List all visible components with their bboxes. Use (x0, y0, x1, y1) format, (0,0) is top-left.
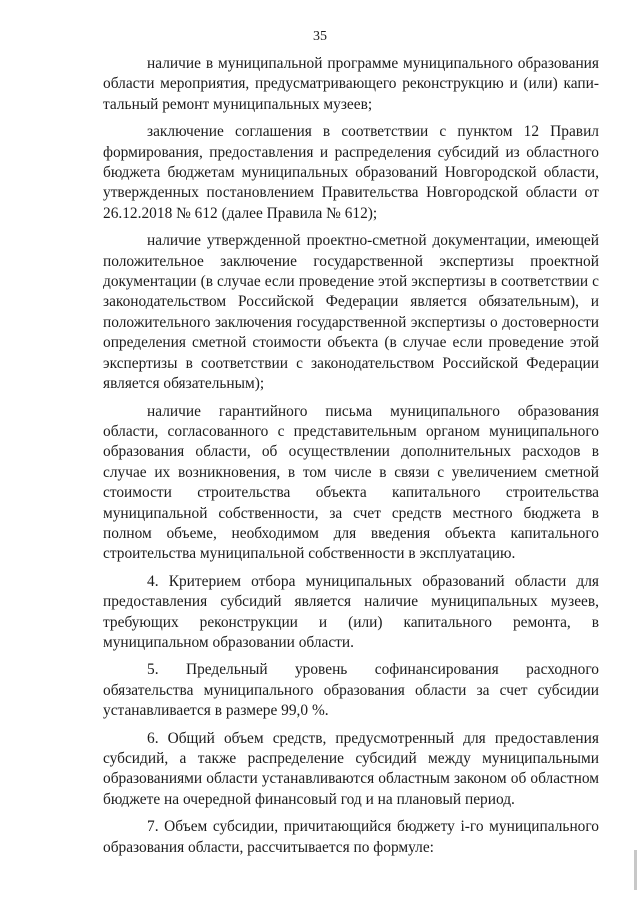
scan-edge-mark (634, 850, 637, 890)
paragraph-subsidy-formula: 7. Объем субсидии, причитающийся бюджету i-го муниципального образования области, рассчитывается по формуле: (103, 818, 599, 856)
page-number: 35 (313, 29, 327, 44)
paragraph-museum-program: наличие в муниципальной программе муниципального образования области мероприятия, предусматривающего реконструкцию и (или) капитальный ремонт муниципальных музеев; (103, 55, 599, 113)
paragraph-design-documentation: наличие утвержденной проектно-сметной документации, имеющей положительное заключение государственной экспертизы проектной документации (в случае если проведение этой экспертизы в соответствии с законодательством Российской Федерации является обязательным), и положительного заключения государственной экспертизы о достоверности определения сметной стоимости объекта (в случае если проведение этой экспертизы в соответствии с законодательством Российской Федерации является обязательным); (103, 232, 599, 393)
paragraph-cofinancing-level: 5. Предельный уровень софинансирования расходного обязательства муниципального образования области за счет субсидии устанавливается в размере 99,0 %. (103, 661, 599, 720)
paragraph-total-funding: 6. Общий объем средств, предусмотренный для предоставления субсидий, а также распределение субсидий между муниципальными образованиями области устанавливаются областным законом об областном бюджете на очередной финансовый год и на плановый период. (103, 729, 599, 808)
document-body (103, 54, 599, 865)
paragraph-guarantee-letter: наличие гарантийного письма муниципального образования области, согласованного с представительным органом муниципального образования области, об осуществлении дополнительных расходов в случае их возникновения, в том числе в связи с увеличением сметной стоимости строительства объекта капитального строительства муниципальной собственности, за счет средств местного бюджета в полном объеме, необходимом для введения объекта капитального строительства муниципальной собственности в эксплуатацию. (103, 402, 599, 563)
paragraph-agreement: заключение соглашения в соответствии с пунктом 12 Правил формирования, предоставления и распределения субсидий из областного бюджета бюджетам муниципальных образований Новгородской области, утвержденных постановлением Правительства Новгородской области от 26.12.2018 № 612 (далее Правила № 612); (103, 123, 599, 222)
paragraph-selection-criterion: 4. Критерием отбора муниципальных образований области для предоставления субсидий является наличие муниципальных музеев, требующих реконструкции и (или) капитального ремонта, в муниципальном образовании области. (103, 572, 599, 651)
